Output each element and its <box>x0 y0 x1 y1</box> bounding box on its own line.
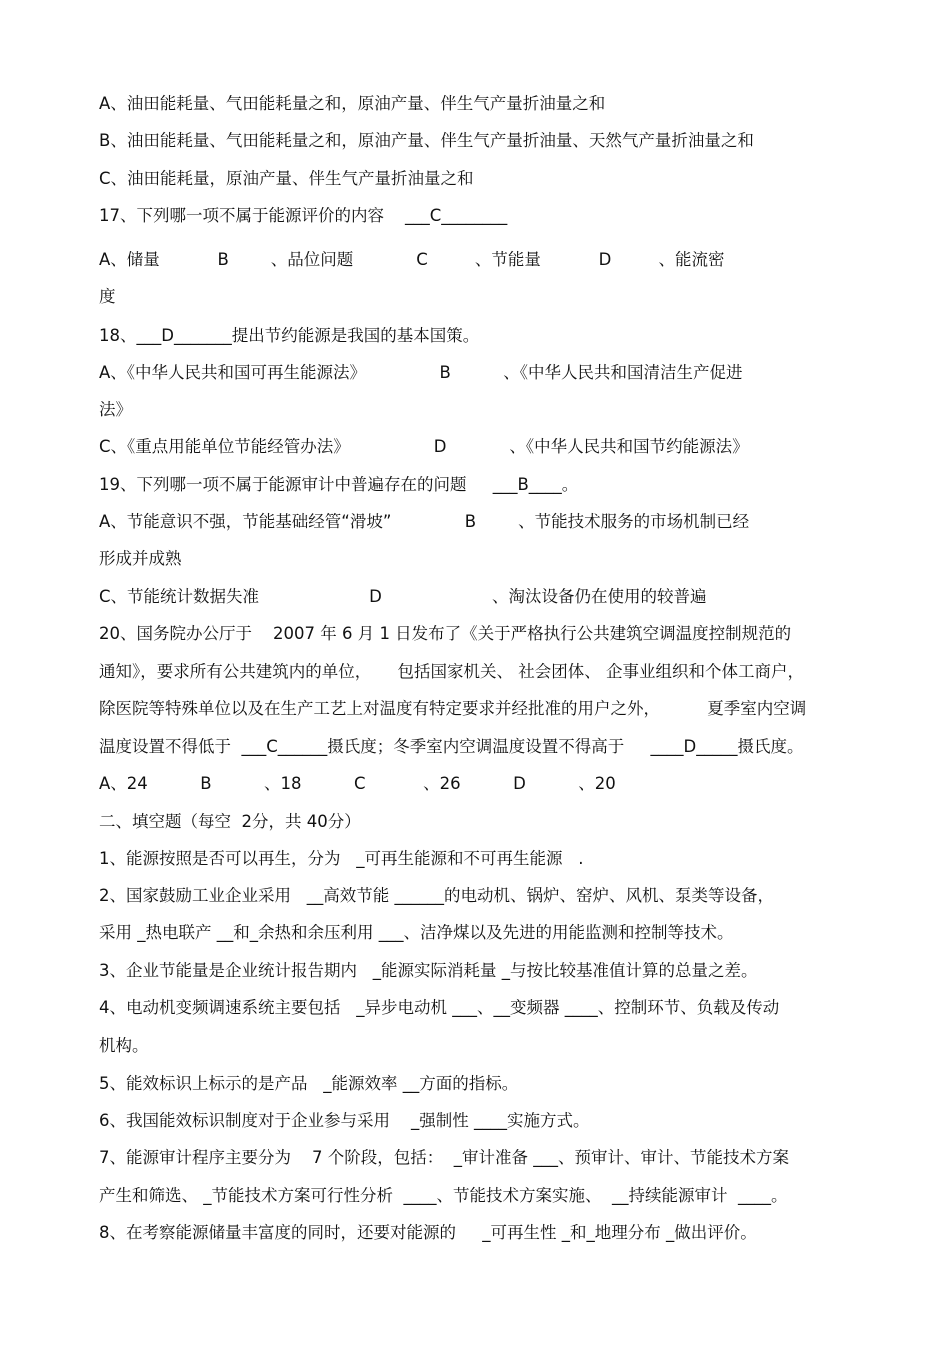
text-line: A、节能意识不强，节能基础经管“滑坡” B 、节能技术服务的市场机制已经 <box>99 512 750 531</box>
text-line: 法》 <box>99 400 132 419</box>
text-line: A、24 B 、18 C 、26 D 、20 <box>99 774 616 793</box>
text-line: 产生和筛选、 _节能技术方案可行性分析 ____、节能技术方案实施、 __持续能源审计 ____。 <box>99 1186 788 1205</box>
text-line: 通知》，要求所有公共建筑内的单位， 包括国家机关、 社会团体、 企事业组织和个体工商户， <box>99 662 804 681</box>
fill-question-5: 5、能效标识上标示的是产品 _能源效率 __方面的指标。 <box>99 1074 519 1093</box>
text-line: 度 <box>99 287 116 306</box>
question-20: 20、国务院办公厅于 2007 年 6 月 1 日发布了《关于严格执行公共建筑空调温度控制规范的 <box>99 624 792 643</box>
fill-question-7: 7、能源审计程序主要分为 7 个阶段，包括： _审计准备 ___、预审计、审计、节能技术方案 <box>99 1148 789 1167</box>
text-line: C、节能统计数据失准 D 、淘汰设备仍在使用的较普遍 <box>99 587 707 606</box>
text-line: B、油田能耗量、气田能耗量之和，原油产量、伴生气产量折油量、天然气产量折油量之和 <box>99 131 754 150</box>
question-17: 17、下列哪一项不属于能源评价的内容 ___C________ <box>99 206 508 225</box>
section-heading: 二、填空题（每空 2分，共 40分） <box>99 812 361 831</box>
question-18: 18、___D_______提出节约能源是我国的基本国策。 <box>99 326 480 345</box>
fill-question-1: 1、能源按照是否可以再生，分为 _可再生能源和不可再生能源 . <box>99 849 584 868</box>
text-line: A、油田能耗量、气田能耗量之和，原油产量、伴生气产量折油量之和 <box>99 94 606 113</box>
fill-question-4: 4、电动机变频调速系统主要包括 _异步电动机 ___、__变频器 ____、控制环节、负载及传动 <box>99 998 780 1017</box>
text-line: 形成并成熟 <box>99 549 182 568</box>
fill-question-2: 2、国家鼓励工业企业采用 __高效节能 ______的电动机、锅炉、窑炉、风机、泵类等设备， <box>99 886 774 905</box>
text-line: A、储量 B 、品位问题 C 、节能量 D 、能流密 <box>99 250 725 269</box>
text-line: 采用 _热电联产 __和_余热和余压利用 ___、洁净煤以及先进的用能监测和控制等技术。 <box>99 923 734 942</box>
text-line: 除医院等特殊单位以及在生产工艺上对温度有特定要求并经批准的用户之外， 夏季室内空调 <box>99 699 807 718</box>
fill-question-3: 3、企业节能量是企业统计报告期内 _能源实际消耗量 _与按比较基准值计算的总量之差。 <box>99 961 758 980</box>
text-line: A、《中华人民共和国可再生能源法》 B 、《中华人民共和国清洁生产促进 <box>99 363 743 382</box>
text-line: C、《重点用能单位节能经管办法》 D 、《中华人民共和国节约能源法》 <box>99 437 749 456</box>
text-line: C、油田能耗量，原油产量、伴生气产量折油量之和 <box>99 169 474 188</box>
fill-question-6: 6、我国能效标识制度对于企业参与采用 _强制性 ____实施方式。 <box>99 1111 590 1130</box>
fill-question-8: 8、在考察能源储量丰富度的同时，还要对能源的 _可再生性 _和_地理分布 _做出评价。 <box>99 1223 757 1242</box>
question-19: 19、下列哪一项不属于能源审计中普遍存在的问题 ___B____。 <box>99 475 579 494</box>
text-line: 机构。 <box>99 1036 149 1055</box>
text-line: 温度设置不得低于 ___C______摄氏度；冬季室内空调温度设置不得高于 ____D_____摄氏度。 <box>99 737 804 756</box>
